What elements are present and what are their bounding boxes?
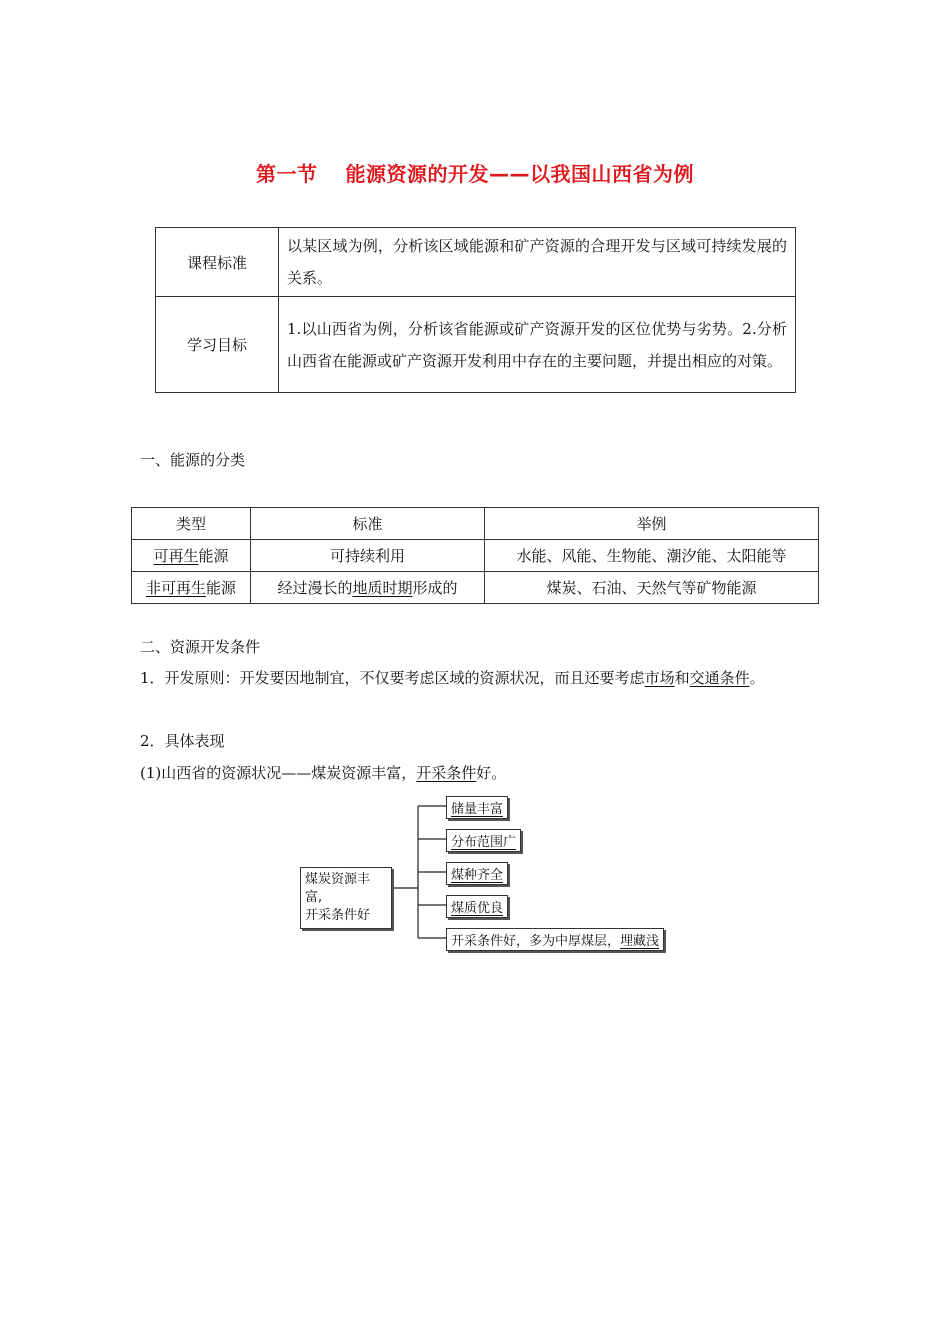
answer-blank: 可再生	[153, 547, 199, 565]
cell-example: 水能、风能、生物能、潮汐能、太阳能等	[485, 540, 819, 572]
item2-1-paragraph	[140, 758, 810, 789]
title-section-number: 第一节	[256, 162, 318, 186]
header-type: 类型	[132, 508, 251, 540]
cell-text: 能源	[206, 579, 237, 597]
cell-text: 能源	[198, 547, 229, 565]
diagram-branch-box	[446, 829, 521, 852]
cell-standard: 可持续利用	[251, 540, 485, 572]
paragraph-text: 好。	[476, 764, 507, 782]
table-row	[132, 540, 819, 572]
item2-heading: 2．具体表现	[140, 732, 225, 750]
paragraph-text: 和	[674, 669, 690, 687]
diagram-branch-box	[446, 796, 508, 819]
page-title	[0, 158, 950, 187]
answer-blank: 埋藏浅	[620, 934, 660, 949]
cell-text: 经过漫长的	[277, 579, 353, 597]
title-topic: 能源资源的开发——以我国山西省为例	[345, 162, 694, 186]
section2-heading: 二、资源开发条件	[140, 638, 261, 656]
objectives-content: 1.以山西省为例，分析该省能源或矿产资源开发的区位优势与劣势。2.分析山西省在能源或矿产资源开发利用中存在的主要问题，并提出相应的对策。	[279, 297, 796, 393]
table-header-row	[132, 508, 819, 540]
table-row	[132, 572, 819, 604]
header-example: 举例	[485, 508, 819, 540]
diagram-branch-box	[446, 895, 508, 918]
paragraph-text: 。	[749, 669, 765, 687]
answer-blank: 开采条件	[416, 764, 477, 782]
answer-blank: 分布范围广	[451, 835, 517, 850]
answer-blank: 储量丰富	[451, 802, 504, 817]
answer-blank: 地质时期	[352, 579, 413, 597]
standards-label: 课程标准	[156, 228, 279, 297]
energy-classification-table	[131, 507, 819, 604]
diagram-main-line: 开采条件好	[305, 908, 371, 923]
paragraph-text: (1)山西省的资源状况——煤炭资源丰富，	[140, 764, 417, 782]
header-standard: 标准	[251, 508, 485, 540]
answer-blank: 煤质优良	[451, 901, 504, 916]
cell-example: 煤炭、石油、天然气等矿物能源	[485, 572, 819, 604]
cell-text: 形成的	[412, 579, 458, 597]
answer-blank: 煤种齐全	[451, 868, 504, 883]
answer-blank: 市场	[644, 669, 675, 687]
paragraph-text: 1．开发原则：开发要因地制宜，不仅要考虑区域的资源状况，而且还要考虑	[140, 669, 645, 687]
diagram-branch-box	[446, 928, 664, 951]
diagram-main-box	[300, 867, 392, 929]
standards-content: 以某区域为例，分析该区域能源和矿产资源的合理开发与区域可持续发展的关系。	[279, 228, 796, 297]
table-row	[156, 297, 796, 393]
cell-type	[132, 540, 251, 572]
principle-paragraph	[140, 663, 810, 694]
standards-table	[155, 227, 796, 393]
cell-standard	[251, 572, 485, 604]
section1-heading: 一、能源的分类	[140, 451, 246, 469]
diagram-branch-box	[446, 862, 508, 885]
objectives-label: 学习目标	[156, 297, 279, 393]
diagram-branch-text: 开采条件好，多为中厚煤层，	[451, 934, 621, 949]
diagram-main-line: 煤炭资源丰富,	[305, 872, 371, 905]
answer-blank: 非可再生	[145, 579, 206, 597]
table-row	[156, 228, 796, 297]
answer-blank: 交通条件	[689, 669, 750, 687]
cell-type	[132, 572, 251, 604]
